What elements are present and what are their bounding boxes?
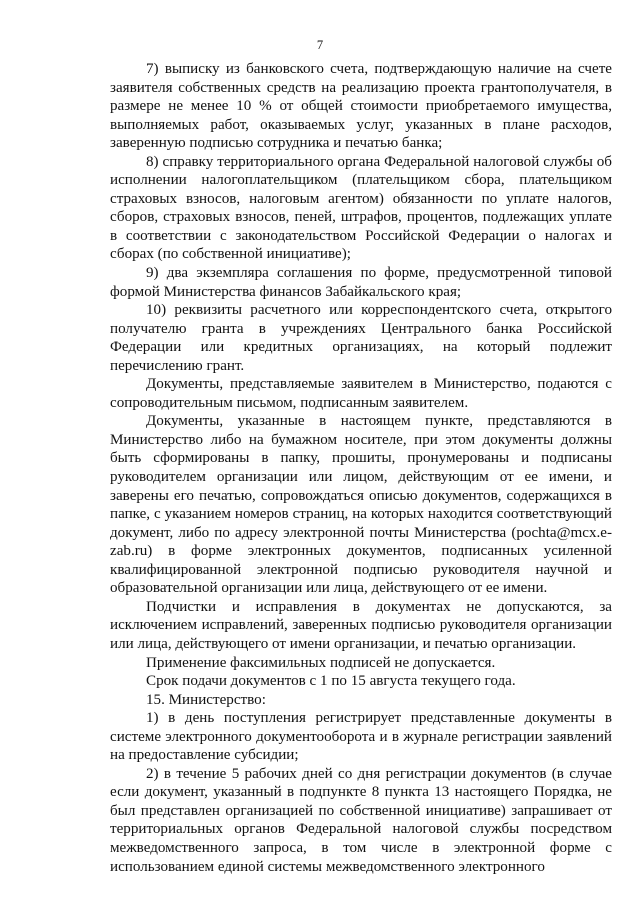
paragraph-item-7-bank-statement: 7) выписку из банковского счета, подтверждающую наличие на счете заявителя собственных средств на реализацию проекта грантополучателя, в размере не менее 10 % от общей стоимости приобретаемого имущества, выполняемых работ, оказываемых услуг, указанных в плане расходов, заверенную подписью сотрудника и печатью банка; xyxy=(110,61,612,152)
paragraph-deadline: Срок подачи документов с 1 по 15 августа текущего года. xyxy=(146,673,516,690)
paragraph-facsimile: Применение факсимильных подписей не допускается. xyxy=(146,654,496,671)
paragraph-item-8-tax-certificate: 8) справку территориального органа Федеральной налоговой службы об исполнении налогоплательщиком (плательщиком сбора, плательщиком страховых взносов, налоговым агентом) обязанности по уплате налогов, сборов, страховых взносов, пеней, штрафов, процентов, подлежащих уплате в соответствии с законодательством Российской Федерации о налогах и сборах (по собственной инициативе); xyxy=(110,153,612,263)
paragraph-cover-letter: Документы, представляемые заявителем в Министерство, подаются с сопроводительным письмом, подписанным заявителем. xyxy=(110,376,612,411)
paragraph-submission-format: Документы, указанные в настоящем пункте, представляются в Министерство либо на бумажном носителе, при этом документы должны быть сформированы в папку, прошиты, пронумерованы и подписаны руководителем организации или лицом, действующим от ее имени, и заверены его печатью, сопровождаться описью документов, содержащихся в папке, с указанием номеров страниц, на которых находится соответствующий документ, либо по адресу электронной почты Министерства (pochta@mcx.e-zab.ru) в форме электронных документов, подписанных усиленной квалифицированной электронной подписью руководителя научной и образовательной организации или лица, действующего от ее имени. xyxy=(110,413,612,597)
page-number: 7 xyxy=(316,38,324,52)
paragraph-registration: 1) в день поступления регистрирует представленные документы в системе электронного документооборота и в журнале регистрации заявлений на предоставление субсидии; xyxy=(110,710,612,764)
paragraph-interagency-request: 2) в течение 5 рабочих дней со дня регистрации документов (в случае если документ, указанный в подпункте 8 пункта 13 настоящего Порядка, не был представлен организацией по собственной инициативе) запрашивает от территориальных органов Федеральной налоговой службы посредством межведомственного запроса, в том числе в электронной форме с использованием единой системы межведомственного электронного xyxy=(110,765,612,875)
document-body xyxy=(110,60,612,876)
section-heading-15: 15. Министерство: xyxy=(146,691,266,708)
paragraph-corrections: Подчистки и исправления в документах не допускаются, за исключением исправлений, заверенных подписью руководителя организации или лица, действующего от имени организации, и печатью организации. xyxy=(110,598,612,652)
paragraph-item-10-bank-details: 10) реквизиты расчетного или корреспондентского счета, открытого получателю гранта в учреждениях Центрального банка Российской Федерации или кредитных организациях, на который подлежит перечислению грант. xyxy=(110,302,612,374)
paragraph-item-9-agreement-copies: 9) два экземпляра соглашения по форме, предусмотренной типовой формой Министерства финансов Забайкальского края; xyxy=(110,265,612,300)
